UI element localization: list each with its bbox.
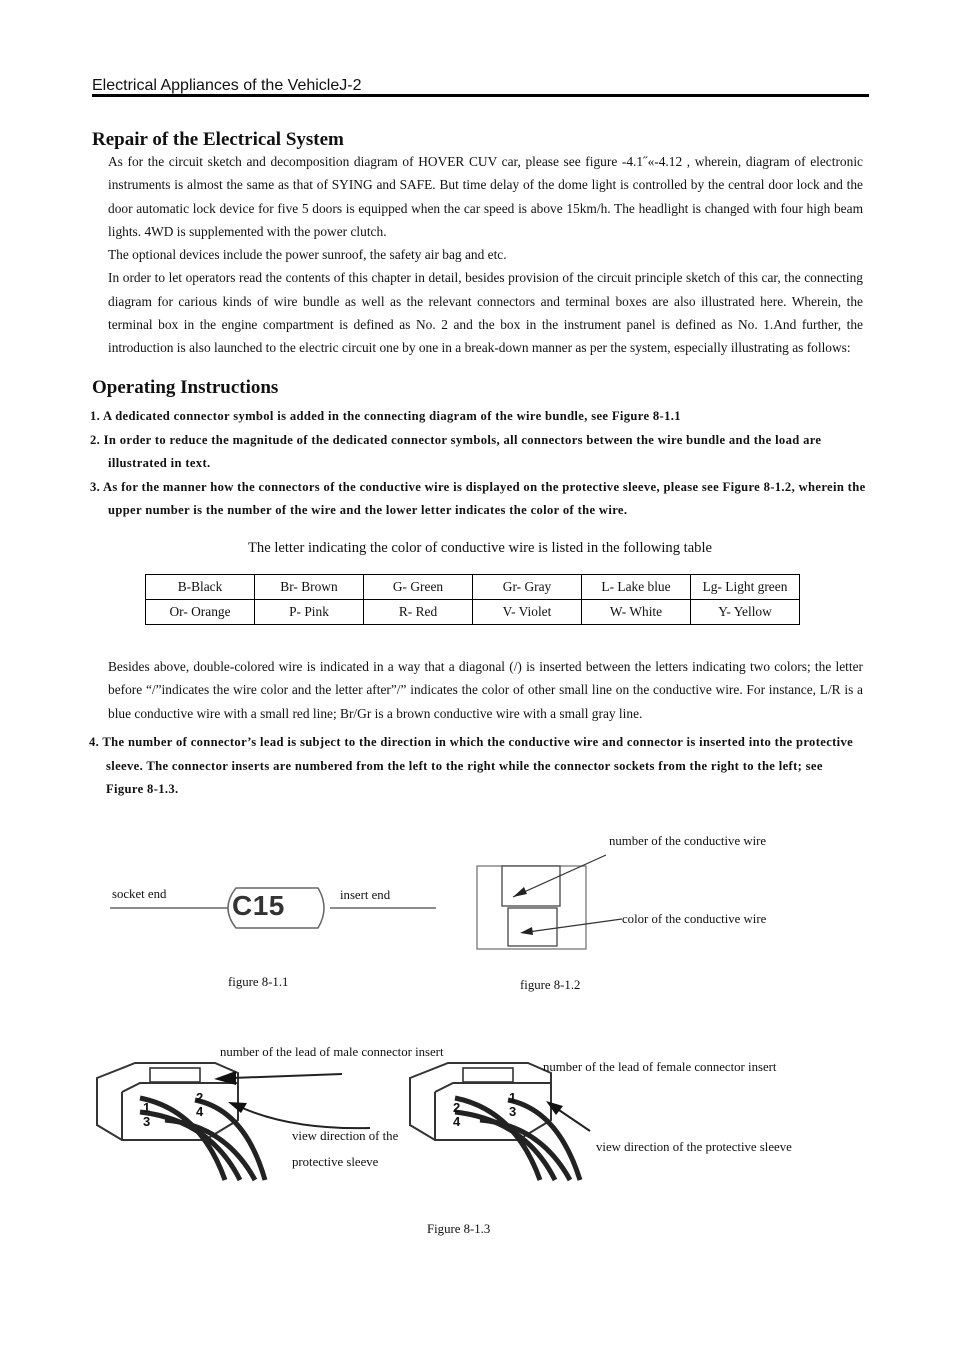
double-color-note: Besides above, double-colored wire is indicated in a way that a diagonal (/) is inserted between the letters indicating two colors; the letter before “/”indicates the wire color and the letter after”/” indicates the color of other small line on the conductive wire. For instance, L/R is a blue conductive wire with a small red line; Br/Gr is a brown conductive wire with a small gray line.	[108, 659, 863, 721]
repair-paragraph: As for the circuit sketch and decomposition diagram of HOVER CUV car, please see figure -4.1˝«-4.12 , wherein, diagram of electronic instruments is almost the same as that of SYING and SAFE. But time delay of the dome light is controlled by the central door lock and the door automatic lock device for five 5 doors is equipped when the car speed is above 15km/h. The headlight is changed with four high beam lights. 4WD is supplemented with the power clutch.	[108, 154, 863, 239]
repair-paragraph: In order to let operators read the contents of this chapter in detail, besides provision of the circuit principle sketch of this car, the connecting diagram for carious kinds of wire bundle as well as the relevant connectors and terminal boxes are also illustrated here. Wherein, the terminal box in the engine compartment is defined as No. 2 and the box in the instrument panel is defined as No. 1.And further, the introduction is also launched to the electric circuit one by one in a break-down manner as per the system, especially illustrating as follows:	[108, 270, 863, 356]
male-pin-2: 2	[196, 1090, 204, 1105]
table-cell: Br- Brown	[255, 575, 364, 600]
caption-figure-8-1-1: figure 8-1.1	[228, 975, 289, 989]
table-cell: G- Green	[364, 575, 473, 600]
label-view-direction-right: view direction of the protective sleeve	[596, 1140, 792, 1154]
figure-8-1-2-drawing	[477, 855, 622, 949]
female-pin-1: 1	[509, 1090, 517, 1105]
table-cell: L- Lake blue	[582, 575, 691, 600]
label-insert-end: insert end	[340, 888, 391, 902]
table-cell: Gr- Gray	[473, 575, 582, 600]
table-caption: The letter indicating the color of conductive wire is listed in the following table	[247, 540, 713, 556]
repair-paragraph: The optional devices include the power sunroof, the safety air bag and etc.	[108, 247, 507, 263]
instruction-item-4: 4. The number of connector’s lead is subject to the direction in which the conductive wire and connector is inserted into the protective sleeve. The connector inserts are numbered from the left to the right while the connector sockets from the right to the left; see Figure 8-1.3.	[89, 735, 854, 796]
header-title: Electrical Appliances of the VehicleJ-2	[92, 77, 362, 94]
female-pin-3: 3	[509, 1104, 517, 1119]
male-pin-3: 3	[143, 1114, 151, 1129]
label-male-connector: number of the lead of male connector insert	[220, 1045, 444, 1059]
table-cell: W- White	[582, 600, 691, 625]
section-title-repair: Repair of the Electrical System	[92, 129, 344, 150]
table-cell: Or- Orange	[146, 600, 255, 625]
label-socket-end: socket end	[112, 887, 167, 901]
female-pin-4: 4	[453, 1114, 461, 1129]
caption-figure-8-1-3: Figure 8-1.3	[427, 1222, 491, 1236]
male-pin-4: 4	[196, 1104, 204, 1119]
female-pin-2: 2	[453, 1100, 461, 1115]
label-color-of-wire: color of the conductive wire	[622, 912, 767, 926]
instruction-item-3: 3. As for the manner how the connectors of the conductive wire is displayed on the protective sleeve, please see Figure 8-1.2, wherein the upper number is the number of the wire and the lower letter indicates the color of the wire.	[90, 479, 866, 517]
table-cell: V- Violet	[473, 600, 582, 625]
table-cell: Lg- Light green	[691, 575, 800, 600]
label-female-connector: number of the lead of female connector insert	[543, 1060, 777, 1074]
instruction-item-2: 2. In order to reduce the magnitude of the dedicated connector symbols, all connectors between the wire bundle and the load are illustrated in text.	[90, 432, 822, 470]
table-cell: B-Black	[146, 575, 255, 600]
label-number-of-wire: number of the conductive wire	[609, 834, 767, 848]
caption-figure-8-1-2: figure 8-1.2	[520, 978, 581, 992]
table-cell: Y- Yellow	[691, 600, 800, 625]
figure-8-1-3-female-drawing	[410, 1063, 590, 1180]
label-view-direction-left-2: protective sleeve	[292, 1155, 379, 1169]
table-cell: R- Red	[364, 600, 473, 625]
label-view-direction-left-1: view direction of the	[292, 1129, 399, 1143]
connector-code: C15	[232, 890, 285, 921]
section-title-operating: Operating Instructions	[92, 377, 279, 398]
instruction-item-1: 1. A dedicated connector symbol is added in the connecting diagram of the wire bundle, see Figure 8-1.1	[90, 409, 681, 423]
male-pin-1: 1	[143, 1100, 151, 1115]
table-cell: P- Pink	[255, 600, 364, 625]
